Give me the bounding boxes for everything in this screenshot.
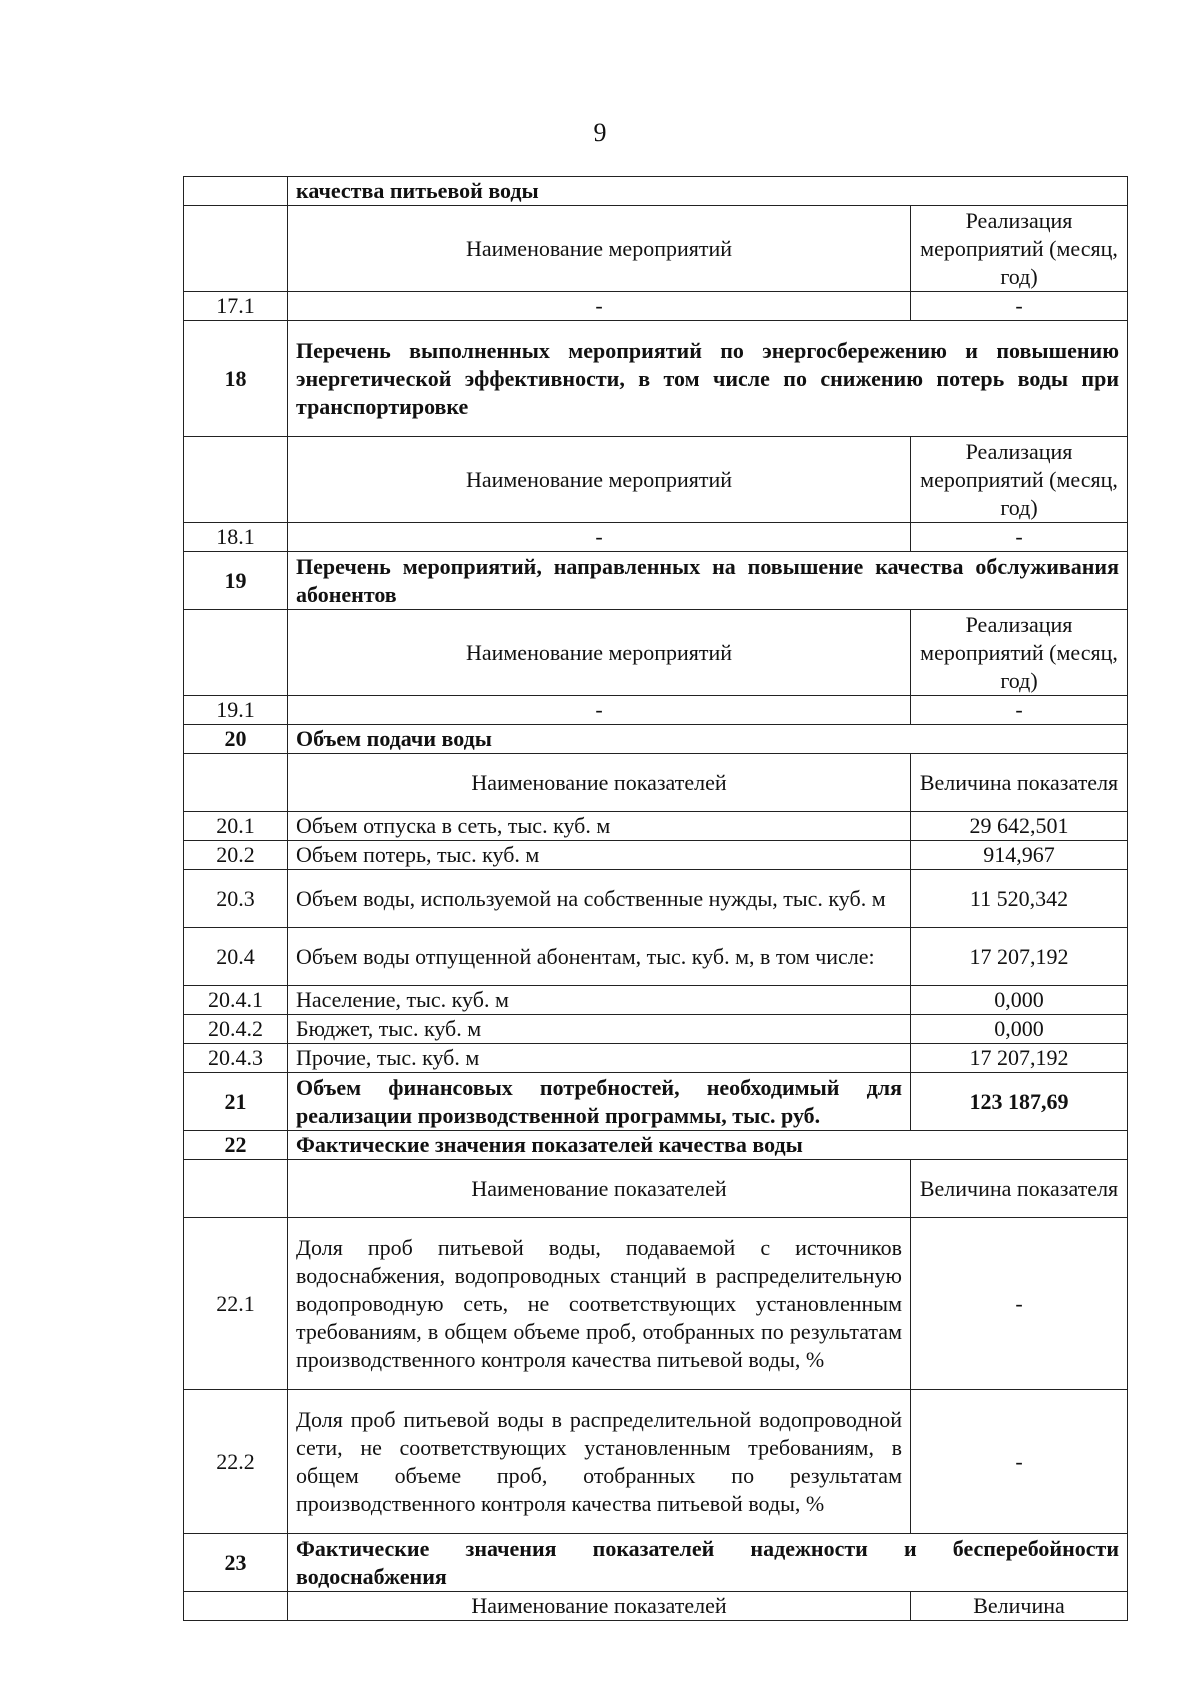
row-value: 123 187,69 — [911, 1073, 1128, 1131]
table-row — [184, 177, 1128, 206]
column-header-value: Величина показателя — [911, 1160, 1128, 1218]
row-value: - — [911, 696, 1128, 725]
column-header-name: Наименование показателей — [288, 1160, 911, 1218]
row-number: 22.2 — [184, 1390, 288, 1534]
indicators-table — [183, 176, 1128, 1621]
row-value: 17 207,192 — [911, 1044, 1128, 1073]
row-value: 17 207,192 — [911, 928, 1128, 986]
row-description: Бюджет, тыс. куб. м — [288, 1015, 911, 1044]
column-header-name: Наименование мероприятий — [288, 610, 911, 696]
table-row — [184, 1073, 1128, 1131]
row-number — [184, 1592, 288, 1621]
row-description: Объем воды, используемой на собственные нужды, тыс. куб. м — [288, 870, 911, 928]
column-header-name: Наименование мероприятий — [288, 206, 911, 292]
column-header-value: Реализация мероприятий (месяц, год) — [911, 610, 1128, 696]
row-value: 11 520,342 — [911, 870, 1128, 928]
table-row — [184, 292, 1128, 321]
section-heading: Фактические значения показателей надежности и бесперебойности водоснабжения — [288, 1534, 1128, 1592]
section-heading: Объем подачи воды — [288, 725, 1128, 754]
column-header-value: Реализация мероприятий (месяц, год) — [911, 437, 1128, 523]
table-row — [184, 754, 1128, 812]
row-description: Объем потерь, тыс. куб. м — [288, 841, 911, 870]
row-description: - — [288, 523, 911, 552]
table-row — [184, 1390, 1128, 1534]
section-heading: Перечень мероприятий, направленных на повышение качества обслуживания абонентов — [288, 552, 1128, 610]
row-number — [184, 1160, 288, 1218]
row-value: 0,000 — [911, 986, 1128, 1015]
row-number: 20.4.2 — [184, 1015, 288, 1044]
section-heading: Перечень выполненных мероприятий по энергосбережению и повышению энергетической эффективности, в том числе по снижению потерь воды при транспортировке — [288, 321, 1128, 437]
table-row — [184, 610, 1128, 696]
table-row — [184, 437, 1128, 523]
row-number: 20.4.3 — [184, 1044, 288, 1073]
row-value: 0,000 — [911, 1015, 1128, 1044]
table-row — [184, 696, 1128, 725]
row-number — [184, 177, 288, 206]
section-heading: качества питьевой воды — [288, 177, 1128, 206]
row-value: 29 642,501 — [911, 812, 1128, 841]
row-description: - — [288, 292, 911, 321]
table-row — [184, 1592, 1128, 1621]
row-description: Доля проб питьевой воды в распределительной водопроводной сети, не соответствующих установленным требованиям, в общем объеме проб, отобранных по результатам производственного контроля качества питьевой воды, % — [288, 1390, 911, 1534]
column-header-value: Реализация мероприятий (месяц, год) — [911, 206, 1128, 292]
row-number: 22 — [184, 1131, 288, 1160]
table-row — [184, 986, 1128, 1015]
column-header-name: Наименование показателей — [288, 1592, 911, 1621]
table-row — [184, 1218, 1128, 1390]
row-description: Прочие, тыс. куб. м — [288, 1044, 911, 1073]
row-value: - — [911, 1390, 1128, 1534]
row-value: - — [911, 1218, 1128, 1390]
row-value: 914,967 — [911, 841, 1128, 870]
row-number: 17.1 — [184, 292, 288, 321]
table-row — [184, 812, 1128, 841]
table-row — [184, 1534, 1128, 1592]
row-number — [184, 610, 288, 696]
table-row — [184, 1015, 1128, 1044]
row-number: 19 — [184, 552, 288, 610]
row-number: 20.2 — [184, 841, 288, 870]
table-row — [184, 725, 1128, 754]
row-number: 20.3 — [184, 870, 288, 928]
row-description: Объем отпуска в сеть, тыс. куб. м — [288, 812, 911, 841]
row-description: Объем воды отпущенной абонентам, тыс. куб. м, в том числе: — [288, 928, 911, 986]
column-header-value: Величина — [911, 1592, 1128, 1621]
table-row — [184, 1131, 1128, 1160]
row-number: 20.1 — [184, 812, 288, 841]
table-row — [184, 928, 1128, 986]
row-number: 20.4 — [184, 928, 288, 986]
row-number: 18 — [184, 321, 288, 437]
row-number: 22.1 — [184, 1218, 288, 1390]
row-number: 18.1 — [184, 523, 288, 552]
row-number — [184, 437, 288, 523]
row-description: Население, тыс. куб. м — [288, 986, 911, 1015]
table-row — [184, 552, 1128, 610]
row-number: 23 — [184, 1534, 288, 1592]
row-number: 19.1 — [184, 696, 288, 725]
row-description: Объем финансовых потребностей, необходимый для реализации производственной программы, тыс. руб. — [288, 1073, 911, 1131]
table-row — [184, 523, 1128, 552]
row-number — [184, 206, 288, 292]
column-header-value: Величина показателя — [911, 754, 1128, 812]
row-description: - — [288, 696, 911, 725]
table-row — [184, 1160, 1128, 1218]
table-row — [184, 1044, 1128, 1073]
row-value: - — [911, 292, 1128, 321]
row-number: 20 — [184, 725, 288, 754]
page-number: 9 — [593, 118, 607, 147]
row-number: 20.4.1 — [184, 986, 288, 1015]
row-number — [184, 754, 288, 812]
column-header-name: Наименование показателей — [288, 754, 911, 812]
section-heading: Фактические значения показателей качества воды — [288, 1131, 1128, 1160]
table-row — [184, 870, 1128, 928]
table-row — [184, 206, 1128, 292]
row-number: 21 — [184, 1073, 288, 1131]
column-header-name: Наименование мероприятий — [288, 437, 911, 523]
row-description: Доля проб питьевой воды, подаваемой с источников водоснабжения, водопроводных станций в распределительную водопроводную сеть, не соответствующих установленным требованиям, в общем объеме проб, отобранных по результатам производственного контроля качества питьевой воды, % — [288, 1218, 911, 1390]
row-value: - — [911, 523, 1128, 552]
table-row — [184, 841, 1128, 870]
table-row — [184, 321, 1128, 437]
